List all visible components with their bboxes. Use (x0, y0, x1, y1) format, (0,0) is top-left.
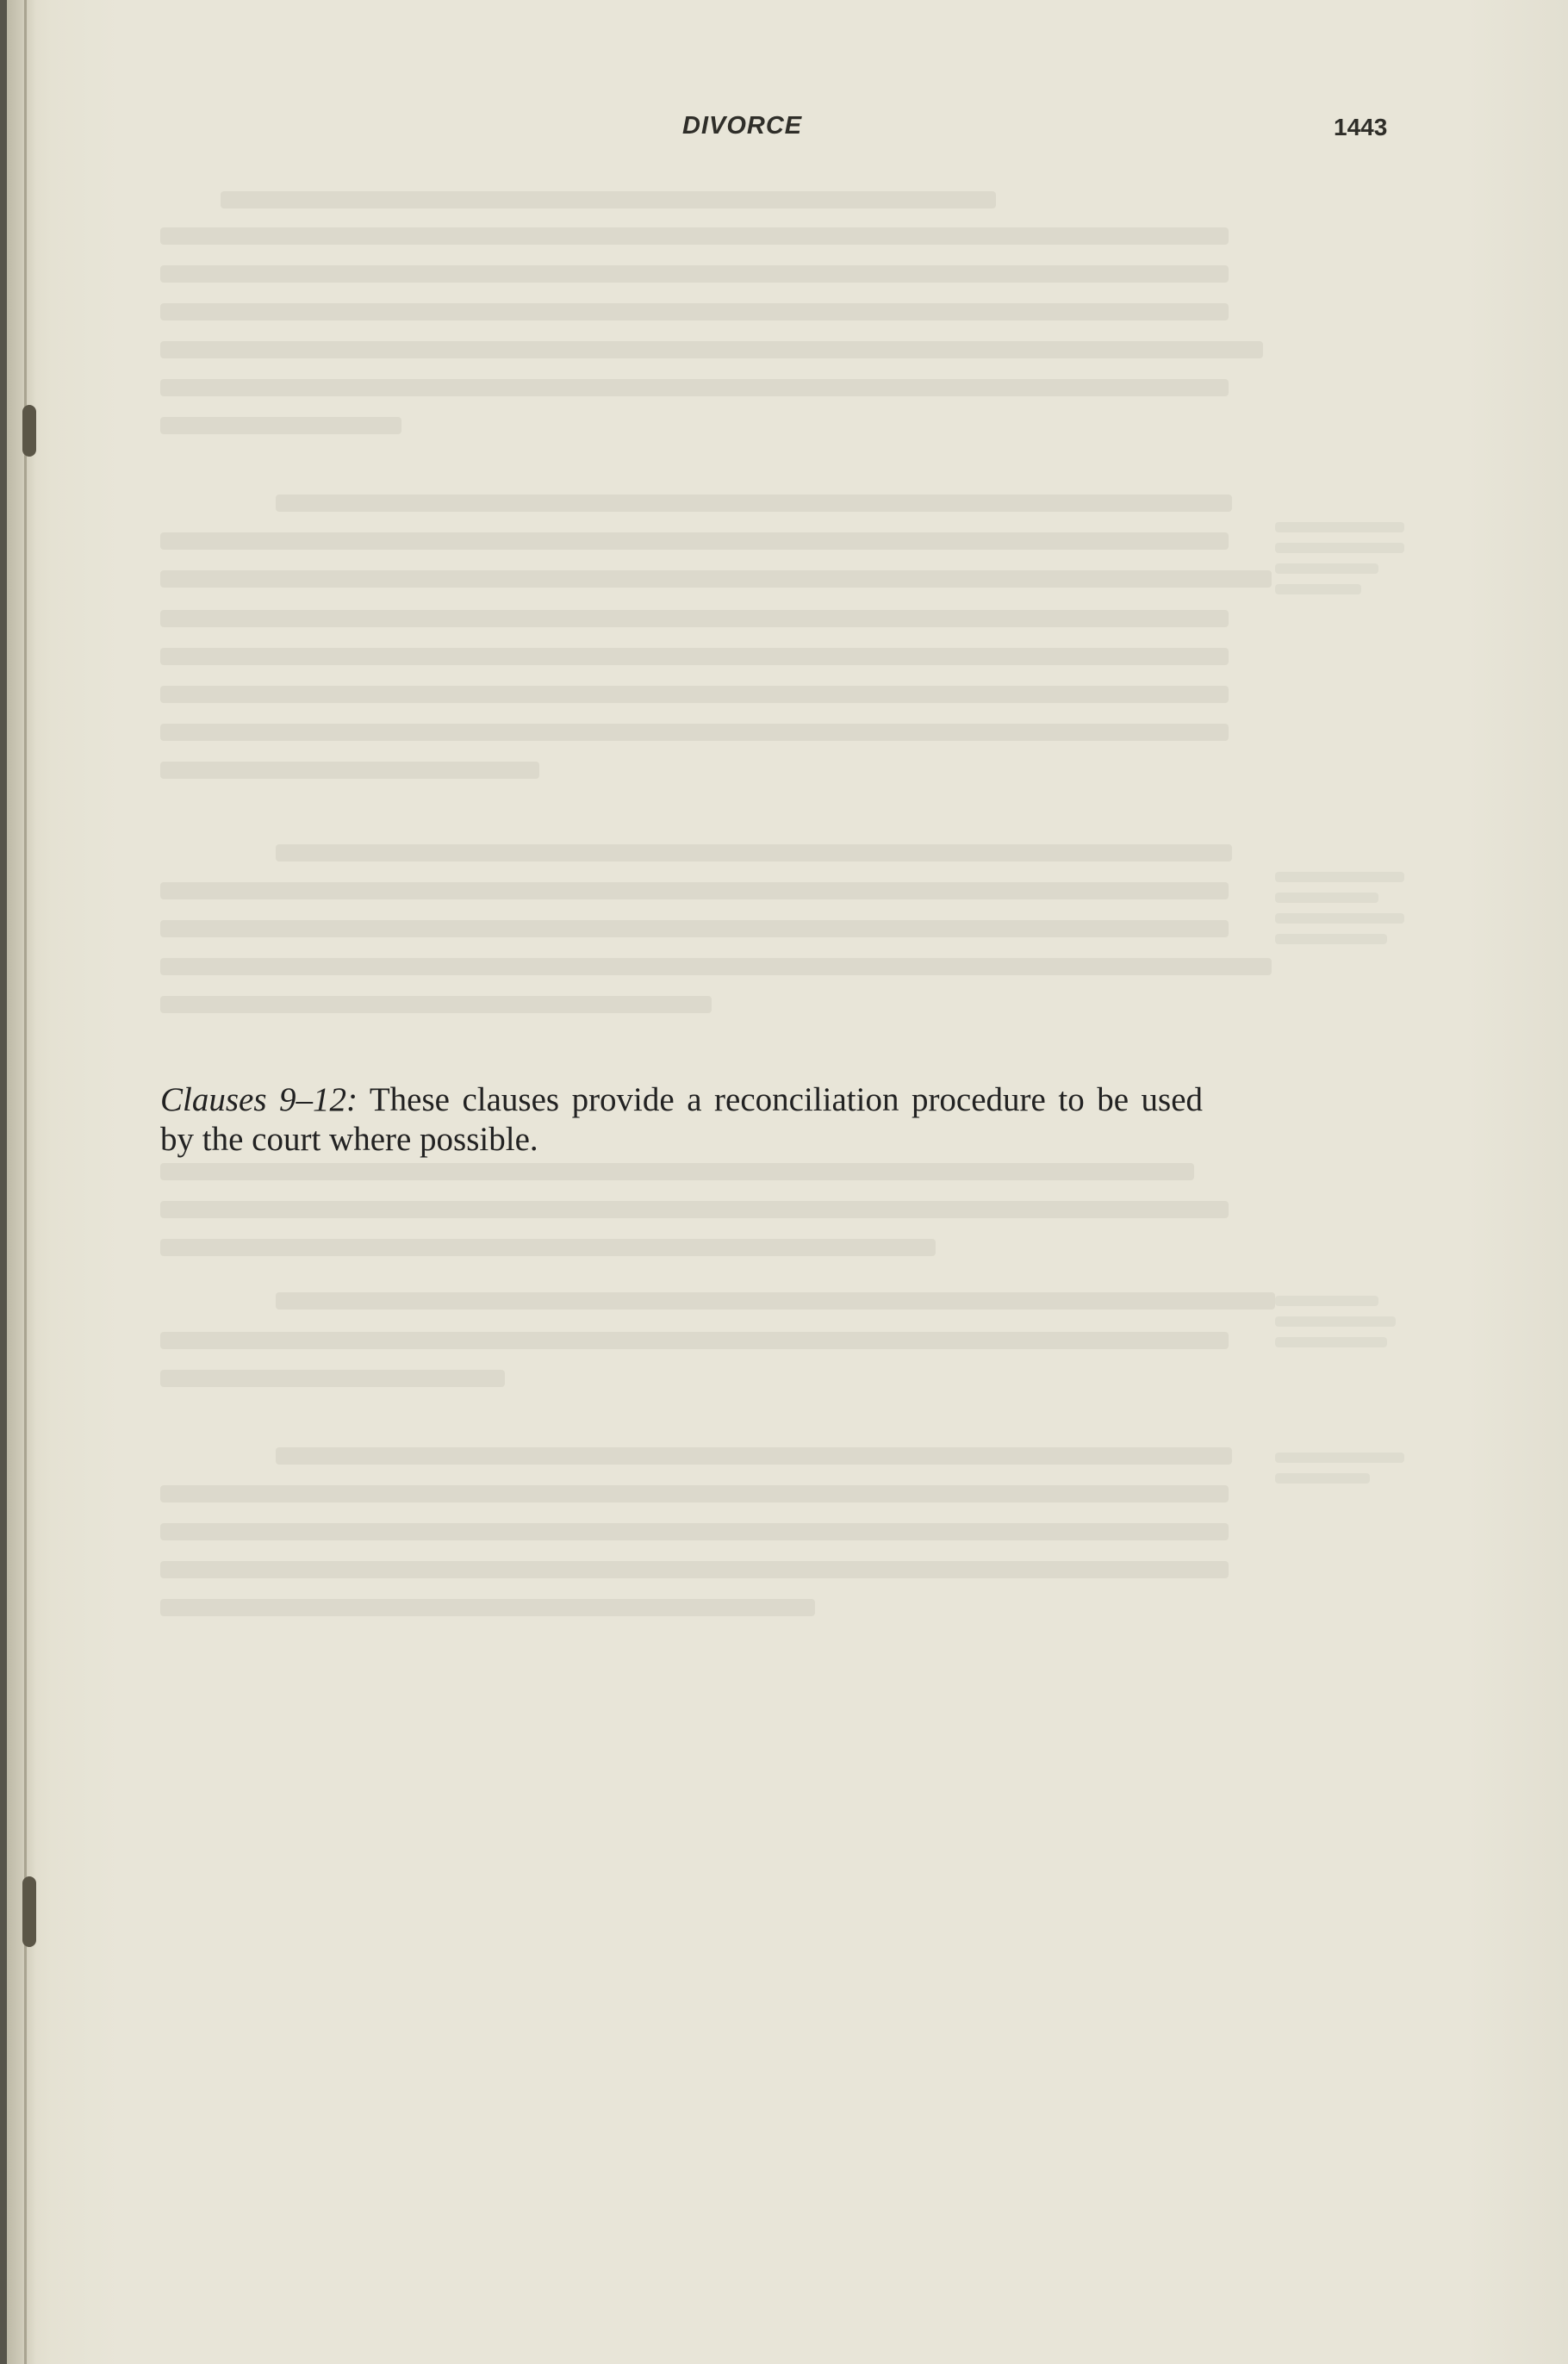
running-title: DIVORCE (682, 112, 803, 140)
note-text: These clauses provide a reconciliation procedure to be used by the court where possible. (160, 1081, 1204, 1158)
binding-edge (0, 0, 7, 2364)
binding-shadow (7, 0, 36, 2364)
clause-reference: Clauses 9–12: (160, 1081, 358, 1118)
page-number: 1443 (1334, 114, 1388, 140)
page-header (0, 112, 1568, 150)
binding-mark-top (22, 405, 36, 457)
explanatory-note (160, 1080, 1203, 1160)
binding-mark-bottom (22, 1876, 36, 1947)
spine-line (24, 0, 27, 2364)
